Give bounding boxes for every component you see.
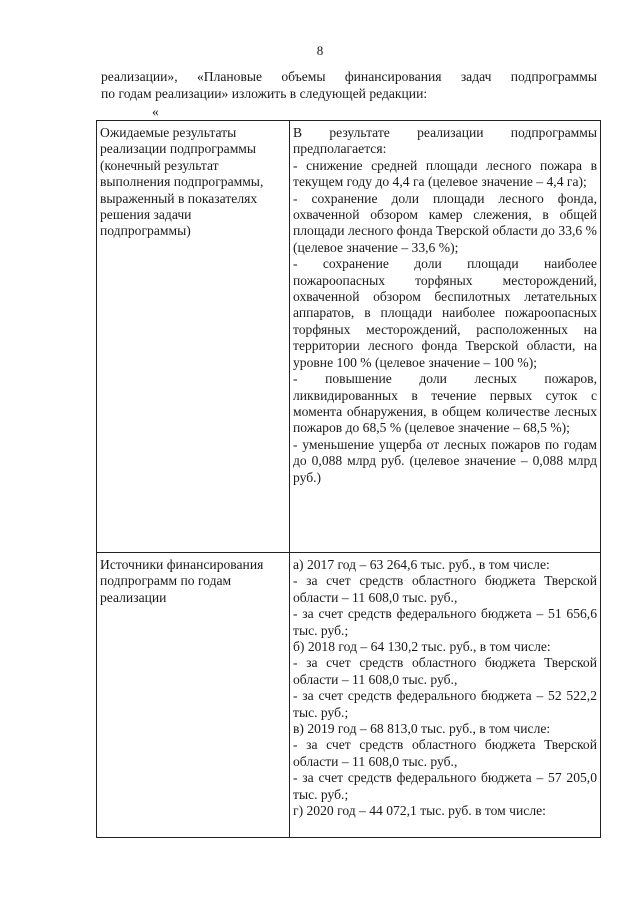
opening-quote: «	[152, 104, 159, 119]
label-line: решения задачи	[100, 207, 192, 223]
result-item: - повышение доли лесных пожаров, ликвидированных в течение первых суток с момента обнаружения, в общем количестве лесных пожаров до 68,5 % (целевое значение – 68,5 %);	[293, 371, 597, 436]
label-line: (конечный результат	[100, 157, 219, 173]
row-label-funding-sources	[97, 553, 290, 838]
result-item: В результате реализации подпрограммы предполагается:	[293, 125, 597, 157]
row-content-funding-sources	[290, 553, 601, 838]
label-line: выраженный в показателях	[100, 190, 258, 206]
intro-line: по годам реализации» изложить в следующей редакции:	[101, 86, 428, 101]
row-label-expected-results	[97, 121, 290, 553]
label-line: выполнения подпрограммы,	[100, 174, 264, 190]
intro-paragraph	[101, 68, 597, 102]
label-line: реализации	[100, 589, 167, 605]
label-line: реализации подпрограммы	[100, 141, 257, 157]
intro-line: реализации», «Плановые объемы финансирования задач подпрограммы	[101, 69, 597, 84]
funding-item: в) 2019 год – 68 813,0 тыс. руб., в том числе:	[293, 721, 551, 737]
result-item: - сохранение доли площади лесного фонда, охваченной обзором камер слежения, в общей площади лесного фонда Тверской области до 33,6 % (целевое значение – 33,6 %);	[293, 190, 597, 255]
funding-item: г) 2020 год – 44 072,1 тыс. руб. в том числе:	[293, 803, 546, 819]
page-number: 8	[316, 43, 324, 58]
table-row-funding-sources	[97, 553, 601, 838]
funding-item: а) 2017 год – 63 264,6 тыс. руб., в том числе:	[293, 557, 550, 572]
funding-item: - за счет средств федерального бюджета – 57 205,0 тыс. руб.;	[293, 770, 597, 802]
label-line: Источники финансирования	[100, 557, 264, 572]
result-item: - уменьшение ущерба от лесных пожаров по годам до 0,088 млрд руб. (целевое значение – 0,088 млрд руб.)	[293, 436, 597, 485]
table-row-expected-results	[97, 121, 601, 553]
label-line: подпрограмм по годам	[100, 573, 232, 589]
funding-item: - за счет средств областного бюджета Тверской области – 11 608,0 тыс. руб.,	[293, 737, 597, 769]
funding-item: - за счет средств областного бюджета Тверской области – 11 608,0 тыс. руб.,	[293, 655, 597, 687]
funding-item: б) 2018 год – 64 130,2 тыс. руб., в том числе:	[293, 639, 551, 655]
funding-item: - за счет средств областного бюджета Тверской области – 11 608,0 тыс. руб.,	[293, 573, 597, 605]
funding-item: - за счет средств федерального бюджета – 52 522,2 тыс. руб.;	[293, 688, 597, 720]
label-line: подпрограммы)	[100, 223, 191, 239]
funding-item: - за счет средств федерального бюджета – 51 656,6 тыс. руб.;	[293, 606, 597, 638]
result-item: - сохранение доли площади наиболее пожароопасных торфяных месторождений, охваченной обзором беспилотных летательных аппаратов, в площади наиболее пожароопасных торфяных месторождений, расположенных на территории лесного фонда Тверской области, на уровне 100 % (целевое значение – 100 %);	[293, 256, 597, 370]
result-item: - снижение средней площади лесного пожара в текущем году до 4,4 га (целевое значение – 4,4 га);	[293, 157, 597, 190]
label-line: Ожидаемые результаты	[100, 125, 237, 140]
row-content-expected-results	[290, 121, 601, 553]
subprogram-passport-table	[96, 120, 601, 838]
